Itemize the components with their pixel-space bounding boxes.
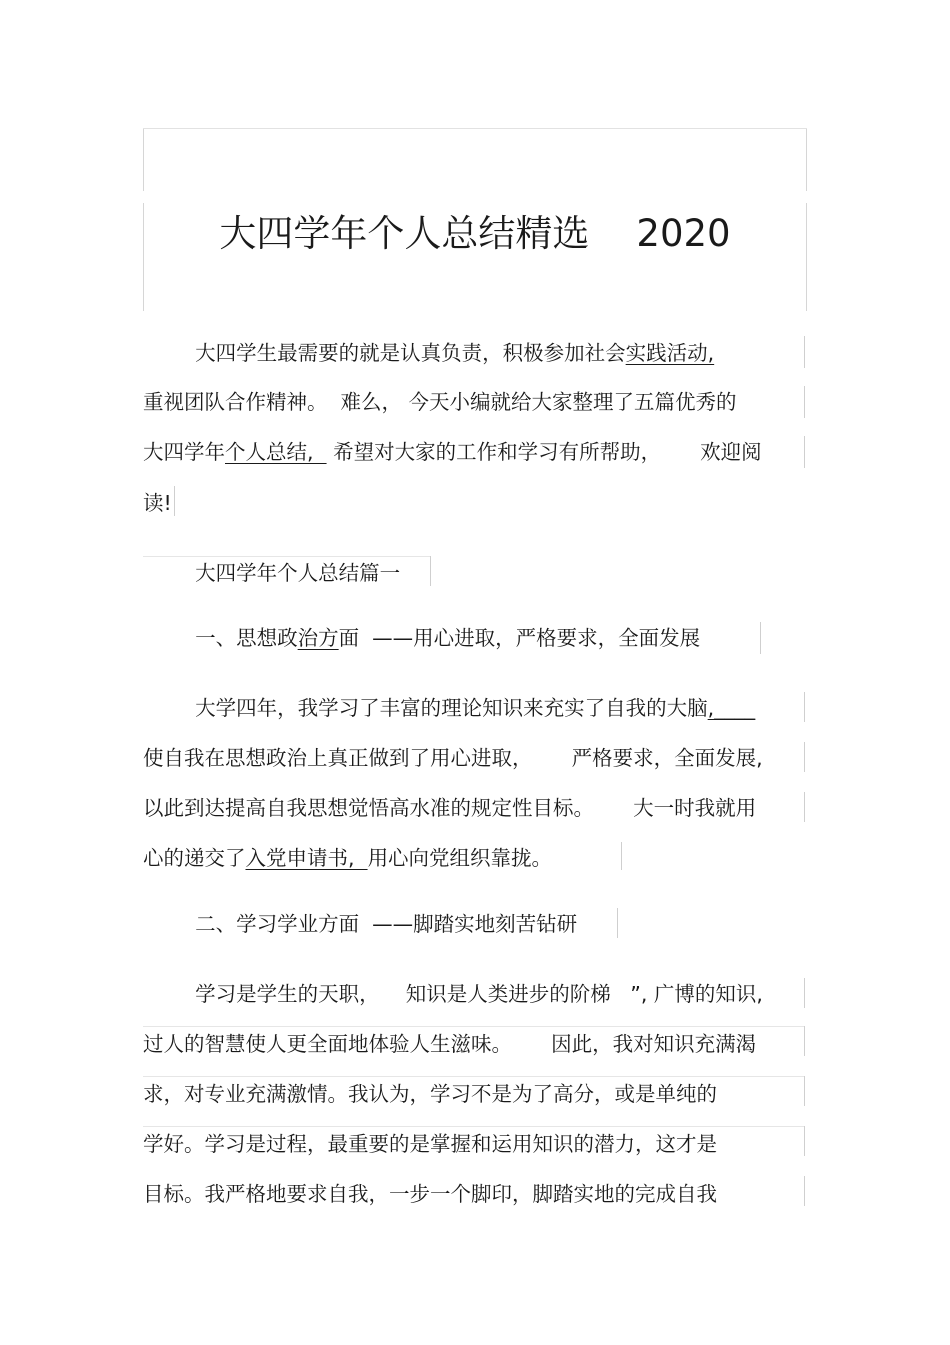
text-rule: [804, 1026, 805, 1056]
line-rule: [143, 1076, 805, 1077]
para2-line-5: 目标。我严格地要求自我，一步一个脚印，脚踏实地的完成自我: [143, 1182, 717, 1206]
section-heading: 大四学年个人总结篇一: [143, 561, 401, 585]
heading-rule: [143, 556, 431, 557]
para1-line-2: 使自我在思想政治上真正做到了用心进取， 严格要求，全面发展,: [143, 746, 763, 770]
line-rule: [143, 1026, 805, 1027]
text-rule: [804, 436, 805, 468]
link-practice-activities[interactable]: 实践活动,: [625, 341, 715, 365]
para2-line-4: 学好。学习是过程，最重要的是掌握和运用知识的潜力，这才是: [143, 1132, 717, 1156]
para1-line-4: 心的递交了入党申请书, 用心向党组织靠拢。: [143, 846, 553, 870]
para2-line-2: 过人的智慧使人更全面地体验人生滋味。 因此，我对知识充满渴: [143, 1032, 757, 1056]
subheading-politics: 一、思想政治方面 ——用心进取，严格要求，全面发展: [143, 626, 701, 650]
para2-line-1: 学习是学生的天职， 知识是人类进步的阶梯 ”, 广博的知识,: [143, 982, 763, 1006]
line-rule: [143, 1126, 805, 1127]
intro-line-4: 读!: [143, 491, 172, 515]
intro-line-1: 大四学生最需要的就是认真负责，积极参加社会实践活动,: [143, 341, 715, 365]
intro-line-3: 大四学年个人总结, 希望对大家的工作和学习有所帮助， 欢迎阅: [143, 440, 762, 464]
subheading-study: 二、学习学业方面 ——脚踏实地刻苦钻研: [143, 912, 578, 936]
text-rule: [804, 1176, 805, 1206]
text-rule: [804, 692, 805, 722]
text-rule: [621, 842, 622, 870]
para1-line-1: 大学四年，我学习了丰富的理论知识来充实了自我的大脑,____: [143, 696, 756, 720]
page-title: 大四学年个人总结精选 2020: [219, 212, 731, 255]
link-personal-summary[interactable]: 个人总结,: [225, 440, 327, 464]
frame-rule: [143, 129, 144, 191]
para2-line-3: 求，对专业充满激情。我认为，学习不是为了高分，或是单纯的: [143, 1082, 717, 1106]
intro-line-2: 重视团队合作精神。 难么， 今天小编就给大家整理了五篇优秀的: [143, 390, 737, 414]
text-rule: [804, 1076, 805, 1106]
link-party-application[interactable]: 入党申请书,: [245, 846, 368, 870]
text-rule: [760, 622, 761, 654]
text-rule: [804, 336, 805, 368]
text-rule: [430, 556, 431, 586]
text-rule: [804, 1126, 805, 1156]
text-rule: [174, 486, 175, 516]
para1-line-3: 以此到达提高自我思想觉悟高水准的规定性目标。 大一时我就用: [143, 796, 757, 820]
text-rule: [804, 978, 805, 1008]
text-rule: [804, 792, 805, 822]
text-rule: [617, 908, 618, 938]
frame-rule: [806, 129, 807, 191]
text-rule: [804, 386, 805, 418]
text-rule: [804, 742, 805, 772]
